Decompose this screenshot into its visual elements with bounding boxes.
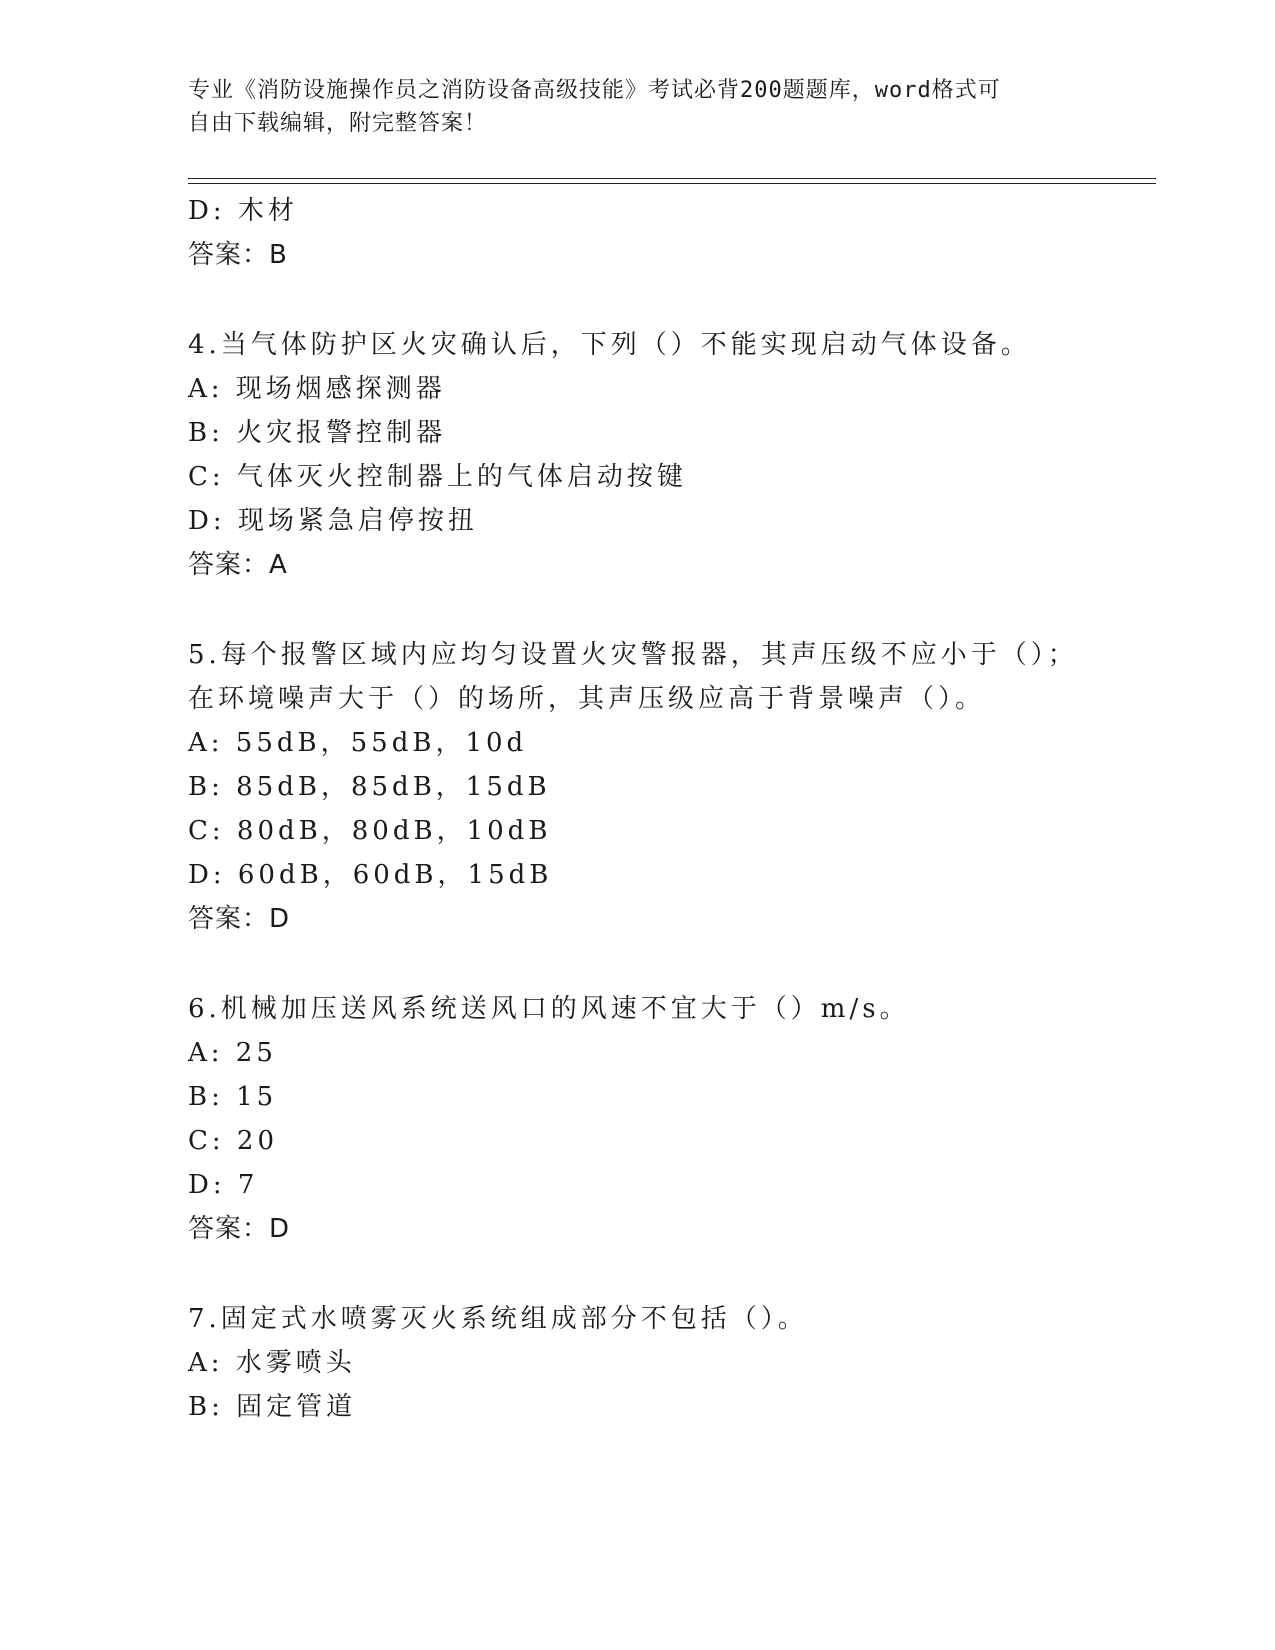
q5-option-a: A: 55dB，55dB，10d (188, 728, 528, 758)
header-divider-top (188, 178, 1156, 179)
q5-option-c: C: 80dB，80dB，10dB (188, 816, 552, 846)
q4-stem: 4.当气体防护区火灾确认后，下列（）不能实现启动气体设备。 (188, 330, 1031, 360)
q6-answer: 答案：D (188, 1214, 291, 1244)
header-line-1: 专业《消防设施操作员之消防设备高级技能》考试必背200题题库，word格式可 (188, 78, 1001, 103)
q6-stem: 6.机械加压送风系统送风口的风速不宜大于（）m/s。 (188, 994, 910, 1024)
q5-stem-line-1: 5.每个报警区域内应均匀设置火灾警报器，其声压级不应小于（）； (188, 640, 1078, 670)
q5-option-d: D: 60dB，60dB，15dB (188, 860, 553, 890)
q6-option-a: A: 25 (188, 1038, 277, 1068)
q7-option-b: B: 固定管道 (188, 1392, 357, 1422)
q7-stem: 7.固定式水喷雾灭火系统组成部分不包括（）。 (188, 1304, 808, 1334)
document-header (188, 74, 1088, 140)
q3-option-d: D: 木材 (188, 196, 298, 226)
q4-option-d: D: 现场紧急启停按扭 (188, 506, 478, 536)
q6-option-c: C: 20 (188, 1126, 279, 1156)
q4-answer: 答案：A (188, 550, 288, 580)
q4-option-c: C: 气体灭火控制器上的气体启动按键 (188, 462, 687, 492)
q4-option-a: A: 现场烟感探测器 (188, 374, 446, 404)
q3-answer: 答案：B (188, 240, 288, 270)
q6-option-d: D: 7 (188, 1170, 259, 1200)
q5-option-b: B: 85dB，85dB，15dB (188, 772, 551, 802)
q4-option-b: B: 火灾报警控制器 (188, 418, 447, 448)
header-line-2: 自由下载编辑，附完整答案！ (188, 111, 488, 136)
q5-stem-line-2: 在环境噪声大于（）的场所，其声压级应高于背景噪声（）。 (188, 684, 986, 714)
q6-option-b: B: 15 (188, 1082, 278, 1112)
header-divider-bottom (188, 183, 1156, 184)
q7-option-a: A: 水雾喷头 (188, 1348, 356, 1378)
q5-answer: 答案：D (188, 904, 291, 934)
